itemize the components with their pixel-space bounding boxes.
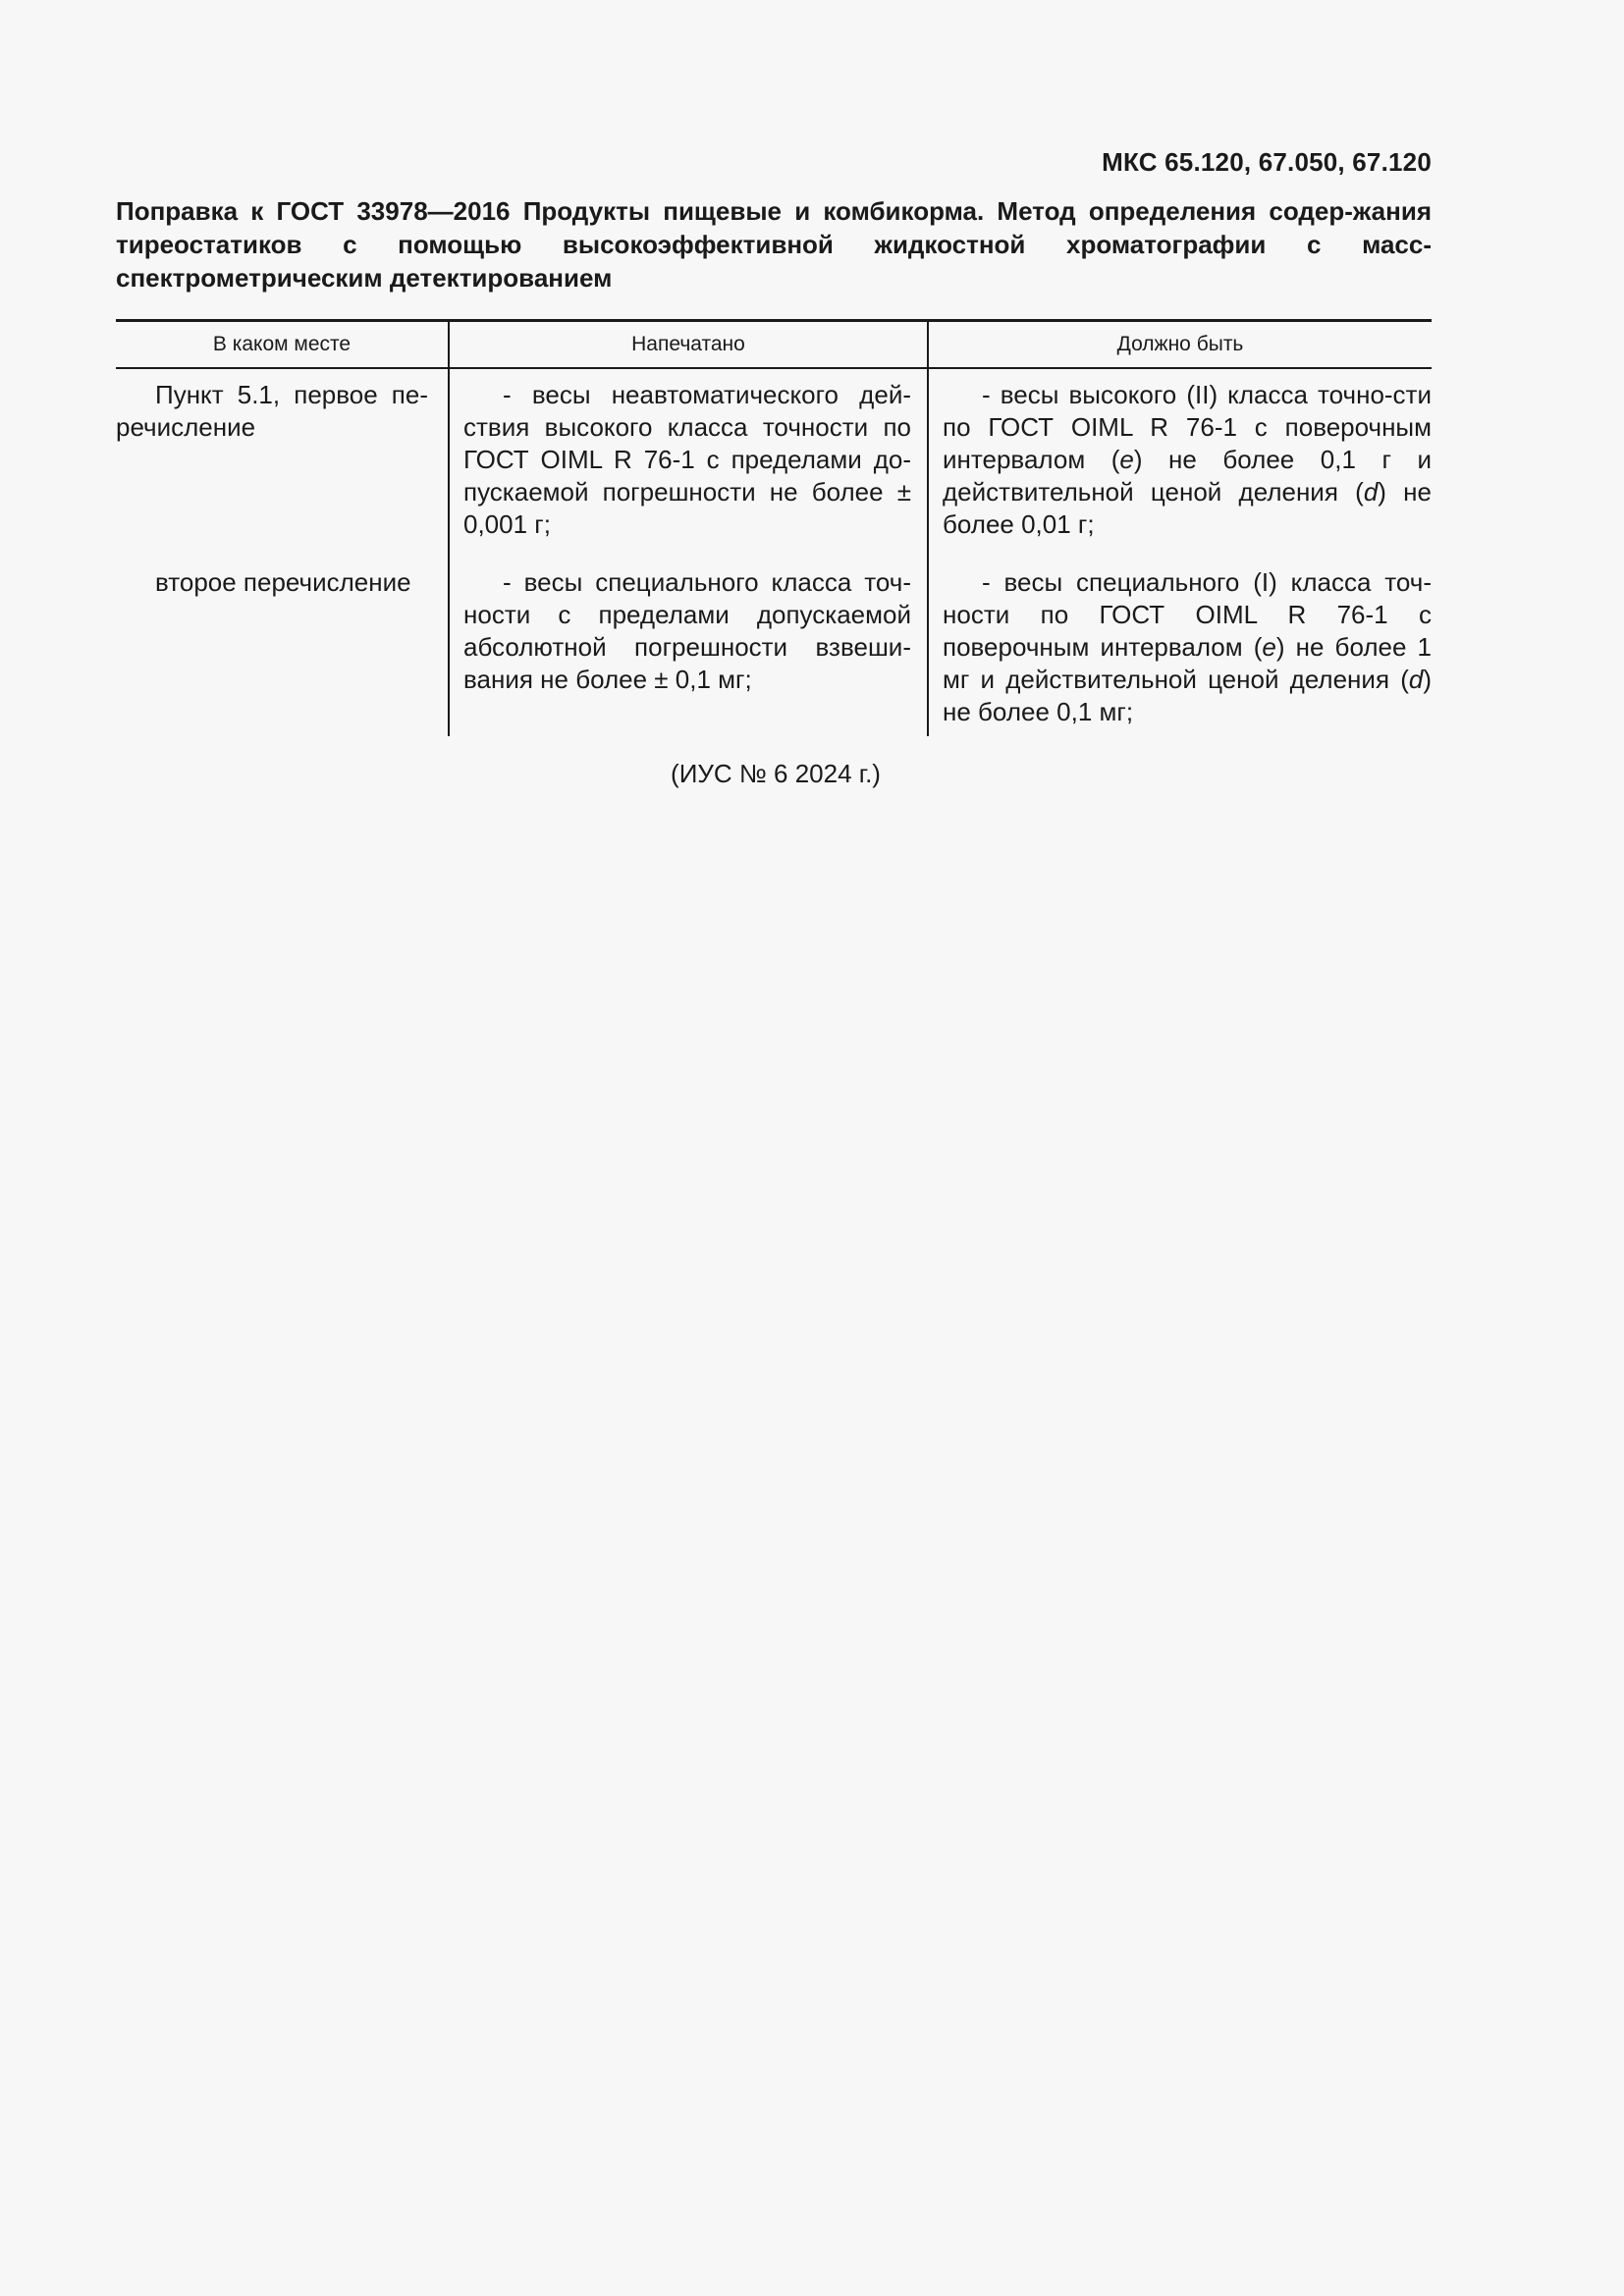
cell-printed: - весы специального класса точ-ности с пределами допускаемой абсолютной погрешности взвеши-вания не более ± 0,1 мг; (449, 555, 928, 736)
symbol-d: d (1363, 477, 1379, 507)
header-place: В каком месте (116, 321, 449, 369)
ius-reference: (ИУС № 6 2024 г.) (671, 759, 881, 788)
cell-place: Пункт 5.1, первое пе-речисление (116, 380, 428, 442)
cell-printed: - весы неавтоматического дей-ствия высокого класса точности по ГОСТ OIML R 76-1 с пределами до-пускаемой погрешности не более ± 0,001 г; (449, 368, 928, 555)
symbol-d: d (1408, 665, 1424, 694)
should-be-text: - весы высокого (II) класса точно-сти по ГОСТ OIML R 76-1 с поверочным интервалом ( (943, 380, 1432, 474)
header-should-be: Должно быть (928, 321, 1432, 369)
symbol-e: e (1262, 632, 1276, 662)
cell-place: второе перечисление (155, 567, 411, 597)
should-be-text: - весы специального (I) класса точ-ности по ГОСТ OIML R 76-1 с поверочным интервалом ( (943, 567, 1432, 662)
table-header-row (116, 321, 1432, 369)
correction-table (116, 319, 1432, 736)
should-be-text: ) не более 0,1 мг; (943, 665, 1432, 726)
should-be-text: ) не более 0,01 г; (943, 477, 1432, 539)
cell-should-be (928, 555, 1432, 736)
header-printed: Напечатано (449, 321, 928, 369)
table-row (116, 555, 1432, 736)
symbol-e: e (1119, 445, 1134, 474)
should-be-text: ) не более 1 мг и действительной ценой деления ( (943, 632, 1432, 694)
mks-classification: МКС 65.120, 67.050, 67.120 (1102, 147, 1432, 177)
should-be-text: ) не более 0,1 г и действительной ценой деления ( (943, 445, 1432, 507)
document-title: Поправка к ГОСТ 33978—2016 Продукты пищевые и комбикорма. Метод определения содер-жания тиреостатиков с помощью высокоэффективной жидкостной хроматографии с масс-спектрометрическим детектированием (116, 196, 1432, 293)
table-row (116, 368, 1432, 555)
cell-should-be (928, 368, 1432, 555)
